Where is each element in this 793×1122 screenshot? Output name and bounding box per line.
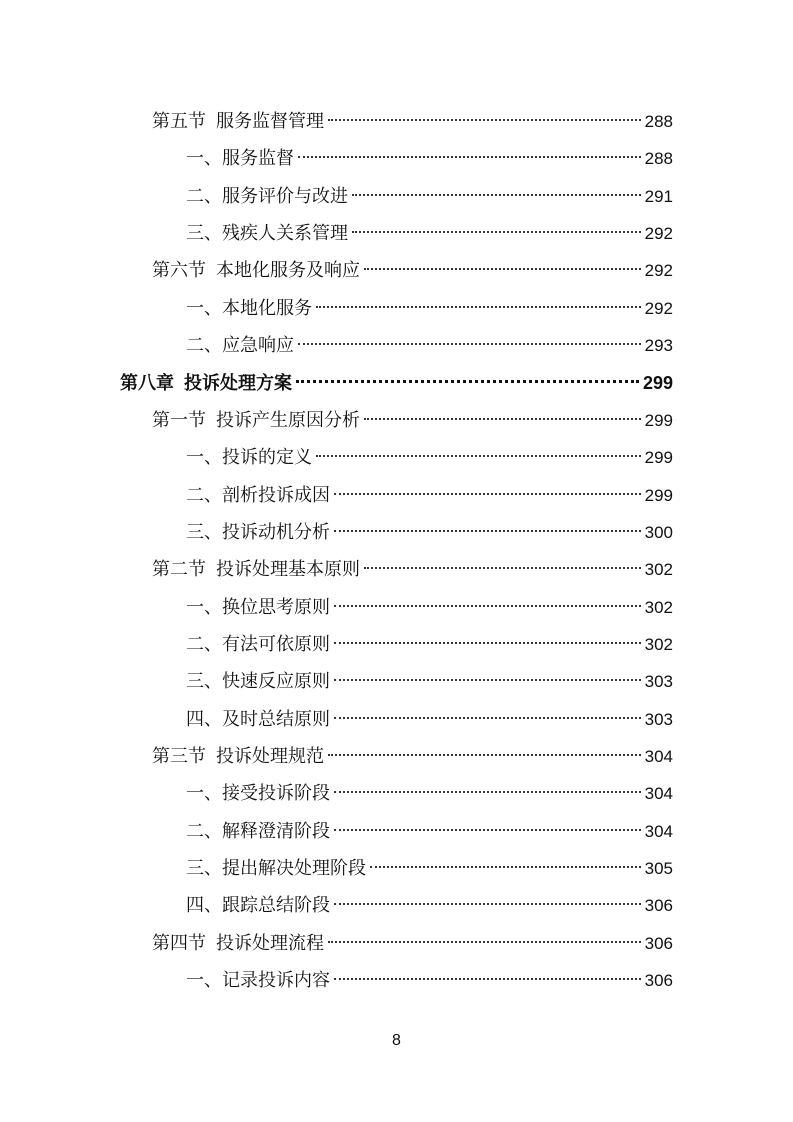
toc-entry-title: 有法可依原则 [222,633,330,655]
toc-dot-leader [364,418,641,420]
toc-entry-title: 投诉处理基本原则 [216,559,360,581]
toc-dot-leader [334,717,641,719]
toc-dot-leader [334,679,641,681]
toc-entry-page: 288 [644,149,673,169]
toc-subsection-entry[interactable] [186,482,673,510]
toc-subsection-entry[interactable] [186,594,673,622]
toc-chapter-entry[interactable] [120,369,673,397]
toc-entry-page: 302 [644,560,673,580]
toc-entry-title: 服务监督 [222,148,294,170]
toc-entry-number: 第一节 [152,409,206,431]
toc-dot-leader [334,829,641,831]
toc-entry-title: 记录投诉内容 [222,970,330,992]
toc-entry-page: 292 [644,224,673,244]
toc-dot-leader [328,119,641,121]
toc-entry-page: 306 [644,896,673,916]
toc-dot-leader [352,231,641,233]
toc-entry-number: 三、 [186,223,222,245]
toc-entry-page: 293 [644,336,673,356]
toc-subsection-entry[interactable] [186,145,673,173]
toc-subsection-entry[interactable] [186,220,673,248]
toc-entry-title: 投诉的定义 [222,447,312,469]
toc-entry-number: 一、 [186,970,222,992]
toc-entry-number: 二、 [186,633,222,655]
toc-entry-page: 304 [644,821,673,841]
toc-subsection-entry[interactable] [186,892,673,920]
toc-entry-title: 接受投诉阶段 [222,783,330,805]
toc-dot-leader [298,343,641,345]
toc-subsection-entry[interactable] [186,855,673,883]
toc-subsection-entry[interactable] [186,818,673,846]
toc-entry-title: 本地化服务及响应 [216,260,360,282]
toc-entry-title: 服务评价与改进 [222,185,348,207]
toc-entry-number: 二、 [186,484,222,506]
toc-entry-page: 306 [644,971,673,991]
toc-entry-number: 一、 [186,596,222,618]
toc-entry-title: 剖析投诉成因 [222,484,330,506]
toc-entry-page: 303 [644,709,673,729]
toc-dot-leader [316,306,641,308]
toc-section-entry[interactable] [152,930,673,958]
toc-dot-leader [316,455,641,457]
toc-entry-title: 本地化服务 [222,297,312,319]
toc-section-entry[interactable] [152,407,673,435]
toc-entry-title: 投诉动机分析 [222,521,330,543]
toc-entry-page: 303 [644,672,673,692]
toc-subsection-entry[interactable] [186,332,673,360]
toc-entry-title: 提出解决处理阶段 [222,858,366,879]
toc-dot-leader [352,194,641,196]
toc-subsection-entry[interactable] [186,444,673,472]
toc-section-entry[interactable] [152,108,673,136]
toc-dot-leader [370,866,641,868]
toc-entry-number: 第五节 [152,111,206,132]
toc-entry-title: 换位思考原则 [222,596,330,618]
toc-dot-leader [364,567,641,569]
toc-entry-number: 第四节 [152,932,206,954]
page-number: 8 [392,1032,401,1049]
toc-entry-page: 299 [642,373,673,394]
toc-entry-page: 304 [644,784,673,804]
toc-entry-title: 快速反应原则 [222,671,330,693]
toc-dot-leader [334,978,641,980]
toc-entry-page: 299 [644,410,673,430]
toc-entry-number: 三、 [186,858,222,879]
toc-dot-leader [328,941,641,943]
toc-subsection-entry[interactable] [186,780,673,808]
toc-entry-number: 三、 [186,521,222,543]
toc-entry-title: 残疾人关系管理 [222,223,348,245]
toc-entry-page: 299 [644,448,673,468]
toc-section-entry[interactable] [152,257,673,285]
toc-entry-title: 跟踪总结阶段 [222,895,330,917]
toc-dot-leader [334,530,641,532]
toc-entry-title: 投诉处理流程 [216,932,324,954]
toc-entry-number: 二、 [186,185,222,207]
toc-entry-number: 一、 [186,297,222,319]
toc-entry-page: 304 [644,746,673,766]
toc-dot-leader [334,642,641,644]
toc-entry-number: 二、 [186,820,222,842]
toc-entry-page: 292 [644,298,673,318]
toc-entry-number: 第二节 [152,559,206,581]
toc-entry-number: 第六节 [152,260,206,282]
toc-entry-number: 三、 [186,671,222,693]
toc-entry-title: 解释澄清阶段 [222,820,330,842]
toc-subsection-entry[interactable] [186,183,673,211]
toc-dot-leader [334,493,641,495]
toc-subsection-entry[interactable] [186,519,673,547]
toc-entry-page: 288 [644,112,673,131]
toc-entry-number: 四、 [186,708,222,730]
toc-dot-leader [296,380,639,383]
toc-entry-page: 292 [644,261,673,281]
toc-entry-title: 投诉处理方案 [184,373,292,395]
toc-section-entry[interactable] [152,743,673,771]
toc-entry-title: 服务监督管理 [216,111,324,132]
toc-entry-page: 302 [644,634,673,654]
toc-dot-leader [364,268,641,270]
toc-dot-leader [334,903,641,905]
toc-dot-leader [298,156,641,158]
toc-entry-title: 投诉产生原因分析 [216,409,360,431]
toc-entry-number: 一、 [186,783,222,805]
toc-subsection-entry[interactable] [186,295,673,323]
toc-subsection-entry[interactable] [186,706,673,734]
toc-entry-page: 291 [644,186,673,206]
toc-entry-number: 第三节 [152,745,206,767]
toc-entry-number: 第八章 [120,373,174,395]
toc-dot-leader [328,754,641,756]
toc-entry-page: 302 [644,597,673,617]
toc-entry-page: 306 [644,933,673,953]
toc-entry-number: 四、 [186,895,222,917]
toc-dot-leader [334,791,641,793]
toc-subsection-entry[interactable] [186,668,673,696]
toc-entry-title: 及时总结原则 [222,708,330,730]
toc-entry-number: 一、 [186,148,222,170]
toc-entry-page: 305 [644,859,673,878]
toc-entry-title: 应急响应 [222,335,294,357]
toc-subsection-entry[interactable] [186,631,673,659]
toc-subsection-entry[interactable] [186,967,673,995]
toc-entry-page: 300 [644,522,673,542]
toc-dot-leader [334,605,641,607]
toc-section-entry[interactable] [152,556,673,584]
toc-entry-number: 二、 [186,335,222,357]
toc-entry-page: 299 [644,485,673,505]
toc-entry-number: 一、 [186,447,222,469]
toc-entry-title: 投诉处理规范 [216,745,324,767]
